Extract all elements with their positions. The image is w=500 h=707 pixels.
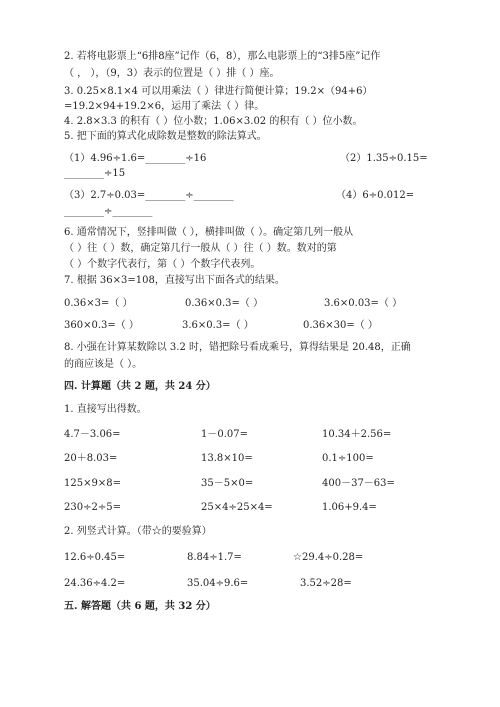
q6-line-2: （ ）往（ ）数，确定第几行一般从（ ）往（ ）数。数对的第 xyxy=(64,243,337,254)
q4-line-1: 4. 2.8×3.3 的积有（ ）位小数；1.06×3.02 的积有（ ）位小数。 xyxy=(64,116,363,127)
q7-r2-c2: 3.6×0.3=（ ） xyxy=(182,320,254,331)
s4-q2-r2-c3: 3.52÷28= xyxy=(300,578,352,589)
q5-item-2: （2）1.35÷0.15= xyxy=(340,153,428,164)
s4-q1-r2-c1: 20＋8.03= xyxy=(64,453,118,464)
s4-q1-r4-c3: 1.06+9.4= xyxy=(322,502,377,513)
q5-item-4-cont: ________÷________ xyxy=(64,206,153,217)
q8-line-1: 8. 小强在计算某数除以 3.2 时，错把除号看成乘号，算得结果是 20.48，正确 xyxy=(64,342,411,353)
q2-line-2: （ ， ），（9，3）表示的位置是（ ）排（ ）座。 xyxy=(64,68,280,79)
s4-q2-r1-c3: ☆29.4÷0.28= xyxy=(293,552,364,563)
s4-q1-r1-c2: 1－0.07= xyxy=(201,429,249,440)
s4-q1-r1-c3: 10.34＋2.56= xyxy=(322,429,392,440)
s4-q1-r4-c2: 25×4÷25×4= xyxy=(201,502,273,513)
section-4-title: 四. 计算题（共 2 题，共 24 分） xyxy=(64,381,216,392)
q5-item-1: （1）4.96÷1.6=________÷16 xyxy=(64,153,207,164)
s4-q1-r3-c3: 400－37－63= xyxy=(322,478,395,489)
s4-q2-r1-c2: 8.84÷1.7= xyxy=(187,552,242,563)
s4-q1-title: 1. 直接写出得数。 xyxy=(64,404,147,415)
s4-q1-r3-c2: 35－5×0= xyxy=(201,478,254,489)
q5-item-3: （3）2.7÷0.03=________÷________ xyxy=(64,190,234,201)
q5-item-2-cont: ________÷15 xyxy=(64,168,126,179)
q7-r2-c1: 360×0.3=（ ） xyxy=(64,320,139,331)
s4-q2-r2-c1: 24.36÷4.2= xyxy=(64,578,126,589)
q7-r2-c3: 0.36×30=（ ） xyxy=(303,320,378,331)
q7-r1-c3: 3.6×0.03=（ ） xyxy=(324,298,403,309)
q7-r1-c1: 0.36×3=（ ） xyxy=(64,298,133,309)
q6-line-1: 6. 通常情况下，竖排叫做（ ），横排叫做（ ）。确定第几列一般从 xyxy=(64,227,354,238)
s4-q1-r2-c2: 13.8×10= xyxy=(201,453,253,464)
q5-title: 5. 把下面的算式化成除数是整数的除法算式。 xyxy=(64,131,267,142)
q2-line-1: 2. 若将电影票上“6排8座”记作（6，8），那么电影票上的“3排5座”记作 xyxy=(64,51,381,62)
s4-q1-r1-c1: 4.7－3.06= xyxy=(64,429,121,440)
q7-r1-c2: 0.36×0.3=（ ） xyxy=(185,298,264,309)
s4-q1-r2-c3: 0.1÷100= xyxy=(322,453,374,464)
q3-line-1: 3. 0.25×8.1×4 可以用乘法（ ）律进行简便计算；19.2×（94+6） xyxy=(64,86,373,97)
q3-line-2: =19.2×94+19.2×6，运用了乘法（ ）律。 xyxy=(64,101,265,112)
q5-item-4: （4）6÷0.012= xyxy=(336,190,415,201)
s4-q1-r4-c1: 230÷2÷5= xyxy=(64,502,121,513)
s4-q2-title: 2. 列竖式计算。（带☆的要验算） xyxy=(64,526,212,537)
q8-line-2: 的商应该是（ ）。 xyxy=(64,359,143,370)
q7-title: 7. 根据 36×3=108，直接写出下面各式的结果。 xyxy=(64,275,285,286)
s4-q2-r1-c1: 12.6÷0.45= xyxy=(64,552,126,563)
s4-q2-r2-c2: 35.04÷9.6= xyxy=(187,578,249,589)
s4-q1-r3-c1: 125×9×8= xyxy=(64,478,121,489)
section-5-title: 五. 解答题（共 6 题，共 32 分） xyxy=(64,601,216,612)
q6-line-3: （ ）个数字代表行，第（ ）个数字代表列。 xyxy=(64,259,261,270)
